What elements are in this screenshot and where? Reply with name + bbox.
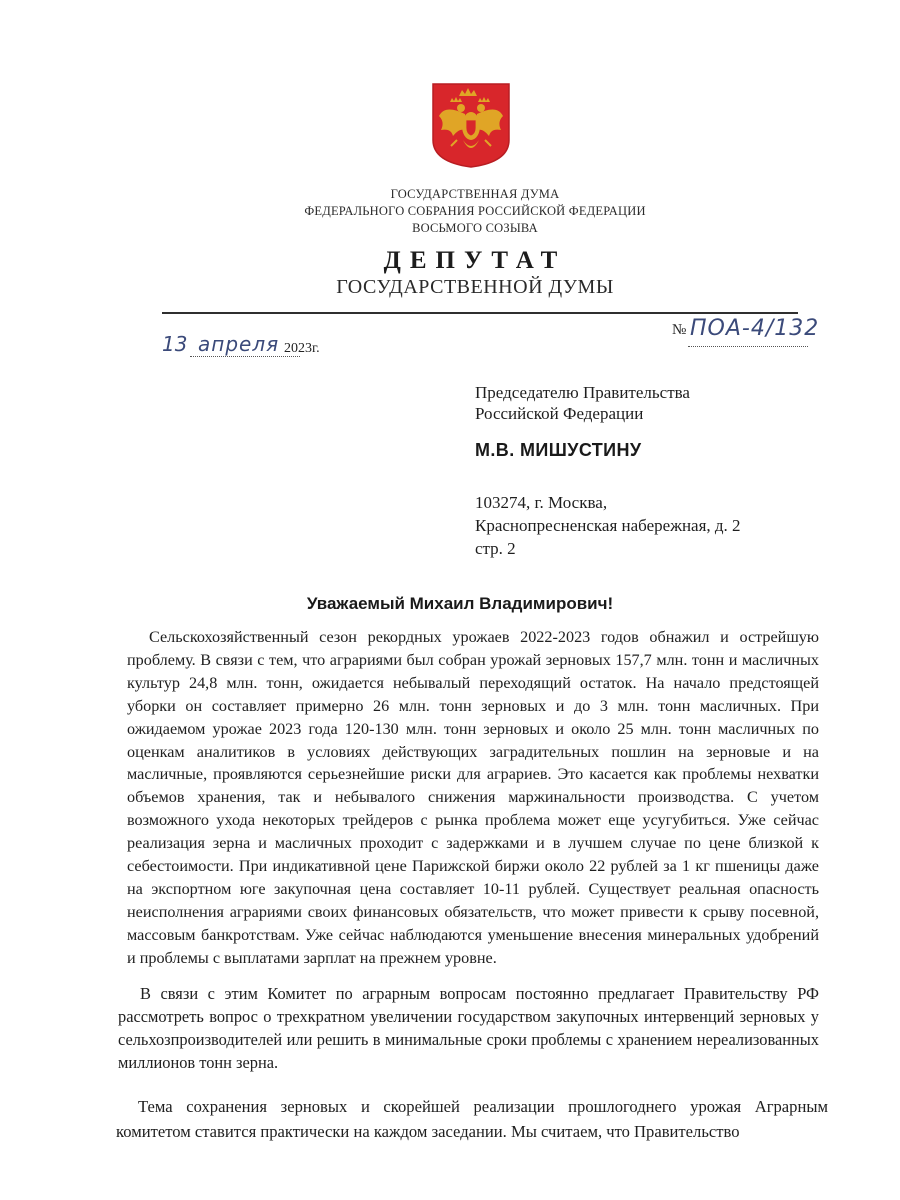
- date-year: 2023г.: [284, 341, 320, 356]
- body-paragraph-3: Тема сохранения зерновых и скорейшей реализации прошлогоднего урожая Аграрным комитетом ставится практически на каждом заседании. Мы считаем, что Правительство: [116, 1097, 828, 1141]
- body-paragraph-1: Сельскохозяйственный сезон рекордных урожаев 2022-2023 годов обнажил и острейшую проблему. В связи с тем, что аграриями был собран урожай зерновых 157,7 млн. тонн и масличных культур 24,8 млн. тонн, ожидается небывалый переходящий остаток. На начало предстоящей уборки он составляет примерно 26 млн. тонн зерновых и до 3 млн. тонн масличных. При ожидаемом урожае 2023 года 120-130 млн. тонн зерновых и около 25 млн. тонн масличных по оценкам аналитиков в условиях действующих заградительных пошлин на зерновые и на масличные, проявляются серьезнейшие риски для аграриев. Это касается как проблемы нехватки объемов хранения, так и небывалого снижения маржинальности производства. С учетом возможного ухода некоторых трейдеров с рынка проблема может еще усугубиться. Уже сейчас реализация зерна и масличных проходит с задержками и в лучшем случае по цене близкой к себестоимости. При индикативной цене Парижской биржи около 22 рублей за 1 кг пшеницы даже на экспортном юге закупочная цена составляет 10-11 рублей. Существует реальная опасность неисполнения аграриями своих финансовых обязательств, что может привести к срыву посевной, массовым банкротствам. Уже сейчас наблюдаются уменьшение внесения минеральных удобрений и проблемы с выплатами зарплат на прежнем уровне.: [127, 628, 819, 967]
- address-city: 103274, г. Москва,: [475, 493, 608, 512]
- date-month: апреля: [198, 332, 280, 356]
- date-field: [160, 322, 370, 356]
- header-line-1: ГОСУДАРСТВЕННАЯ ДУМА: [390, 187, 560, 201]
- page-bottom-margin: [0, 1150, 900, 1200]
- header-line-3: ВОСЬМОГО СОЗЫВА: [412, 221, 538, 235]
- header-divider: [162, 312, 798, 314]
- header-line-2: ФЕДЕРАЛЬНОГО СОБРАНИЯ РОССИЙСКОЙ ФЕДЕРАЦИИ: [304, 204, 646, 218]
- salutation: Уважаемый Михаил Владимирович!: [306, 594, 614, 613]
- addressee-name: М.В. МИШУСТИНУ: [475, 440, 642, 460]
- body-paragraph-2: В связи с этим Комитет по аграрным вопросам постоянно предлагает Правительству РФ рассмотреть вопрос о трехкратном увеличении государством закупочных интервенций зерновых у сельхозпроизводителей или решить в минимальные сроки проблемы с хранением нереализованных миллионов тонн зерна.: [118, 984, 819, 1072]
- addressee-position: Председателю Правительства: [475, 383, 690, 402]
- address-building: стр. 2: [475, 539, 516, 558]
- letterhead-title: ДЕПУТАТ: [383, 247, 567, 274]
- coat-of-arms-icon: [431, 82, 511, 168]
- address-street: Краснопресненская набережная, д. 2: [475, 516, 741, 535]
- number-underline: [688, 346, 808, 347]
- date-day: 13: [162, 332, 188, 356]
- number-label: №: [672, 322, 687, 338]
- addressee-organization: Российской Федерации: [475, 404, 644, 423]
- number-value: ПОА-4/132: [690, 316, 820, 341]
- letterhead-subtitle: ГОСУДАРСТВЕННОЙ ДУМЫ: [336, 276, 614, 298]
